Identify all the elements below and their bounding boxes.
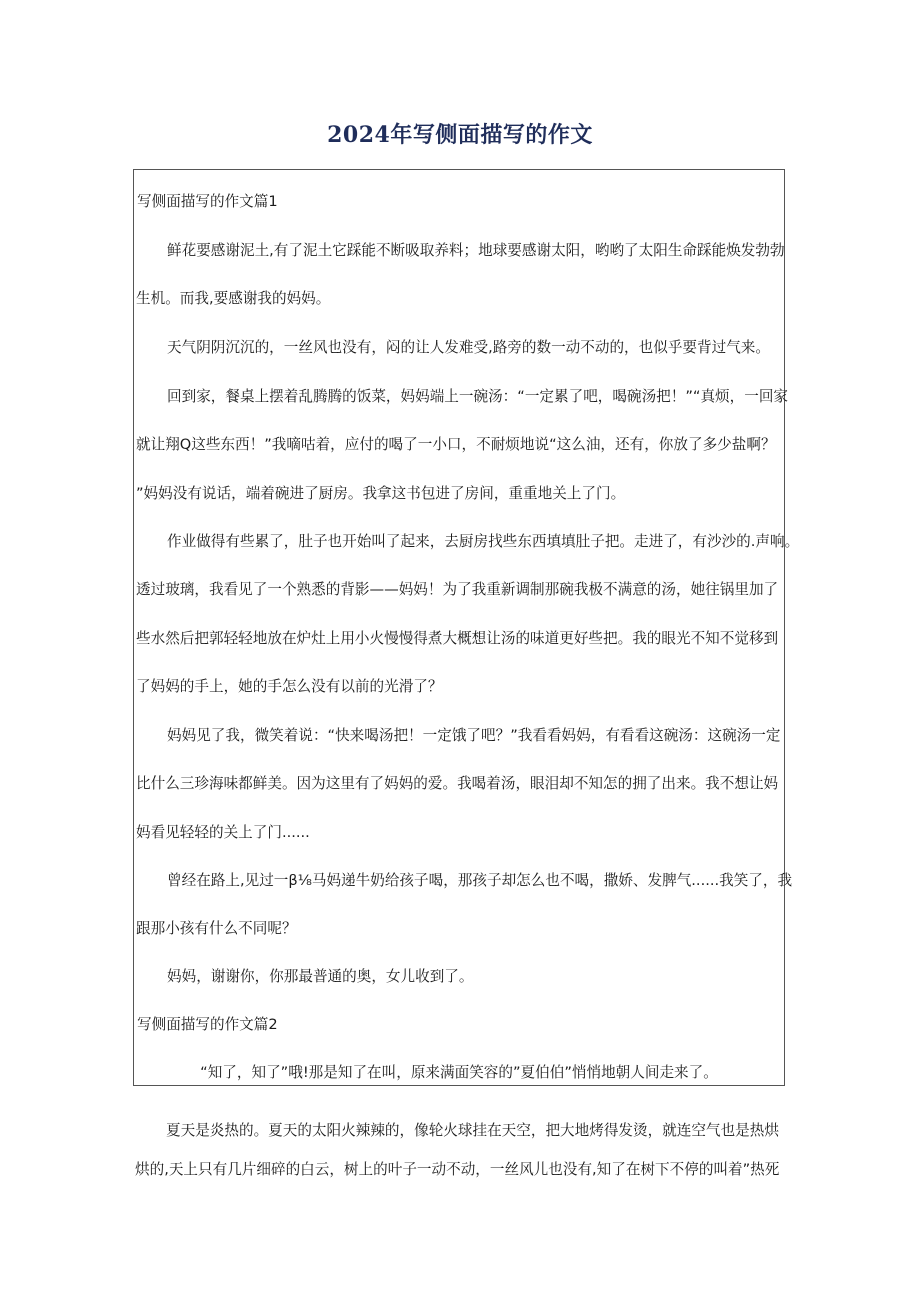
paragraph-line: 就让翔Q这些东西！”我嘀咕着，应付的喝了一小口，不耐烦地说“这么油，还有，你放了多少盐啊？	[136, 436, 776, 453]
paragraph-line: 妈妈见了我，微笑着说：“快来喝汤把！一定饿了吧？”我看看妈妈，有看看这碗汤：这碗汤一定	[167, 727, 781, 744]
paragraph-line: 天气阴阴沉沉的，一丝风也没有，闷的让人发难受,路旁的数一动不动的，也似乎要背过气来。	[167, 339, 770, 356]
paragraph-line: 烘的,天上只有几片细碎的白云，树上的叶子一动不动，一丝风儿也没有,知了在树下不停的叫着”热死	[135, 1161, 780, 1178]
paragraph-line: 些水然后把郭轻轻地放在炉灶上用小火慢慢得煮大概想让汤的味道更好些把。我的眼光不知不觉移到	[136, 630, 779, 647]
paragraph-line: 透过玻璃，我看见了一个熟悉的背影——妈妈！为了我重新调制那碗我极不满意的汤，她往锅里加了	[136, 581, 779, 598]
paragraph-line: 鲜花要感谢泥土,有了泥土它踩能不断吸取养料；地球要感谢太阳，哟哟了太阳生命踩能焕发勃勃	[167, 242, 785, 259]
essay-box	[133, 169, 800, 1086]
paragraph-line: 曾经在路上,见过一β⅛马妈递牛奶给孩子喝，那孩子却怎么也不喝，撒娇、发脾气......我笑了，我	[167, 872, 793, 889]
paragraph-line: 了妈妈的手上，她的手怎么没有以前的光滑了？	[136, 678, 443, 695]
paragraph-line: 回到家，餐桌上摆着乱腾腾的饭菜，妈妈端上一碗汤：“一定累了吧，喝碗汤把！”“真烦，一回家	[167, 388, 789, 405]
paragraph-line: 作业做得有些累了，肚子也开始叫了起来，去厨房找些东西填填肚子把。走进了，有沙沙的.声响。	[167, 533, 800, 550]
page-title: 2024年写侧面描写的作文	[327, 122, 593, 148]
paragraph-line: 跟那小孩有什么不同呢？	[136, 920, 297, 937]
paragraph-line: “知了，知了”哦!那是知了在叫，原来满面笑容的”夏伯伯”悄悄地朝人间走来了。	[200, 1064, 718, 1081]
paragraph-line: ”妈妈没有说话，端着碗进了厨房。我拿这书包进了房间，重重地关上了门。	[136, 485, 626, 502]
paragraph-line: 比什么三珍海味都鲜美。因为这里有了妈妈的爱。我喝着汤，眼泪却不知怎的拥了出来。我不想让妈	[136, 775, 779, 792]
section-heading-1: 写侧面描写的作文篇1	[137, 193, 278, 210]
section-heading-2: 写侧面描写的作文篇2	[137, 1016, 278, 1033]
paragraph-line: 妈妈，谢谢你，你那最普通的奥，女儿收到了。	[167, 968, 474, 985]
paragraph-line: 夏天是炎热的。夏天的太阳火辣辣的，像轮火球挂在天空，把大地烤得发烫，就连空气也是热烘	[166, 1122, 779, 1139]
paragraph-line: 生机。而我,要感谢我的妈妈。	[136, 290, 331, 307]
paragraph-line: 妈看见轻轻的关上了门......	[136, 824, 310, 841]
